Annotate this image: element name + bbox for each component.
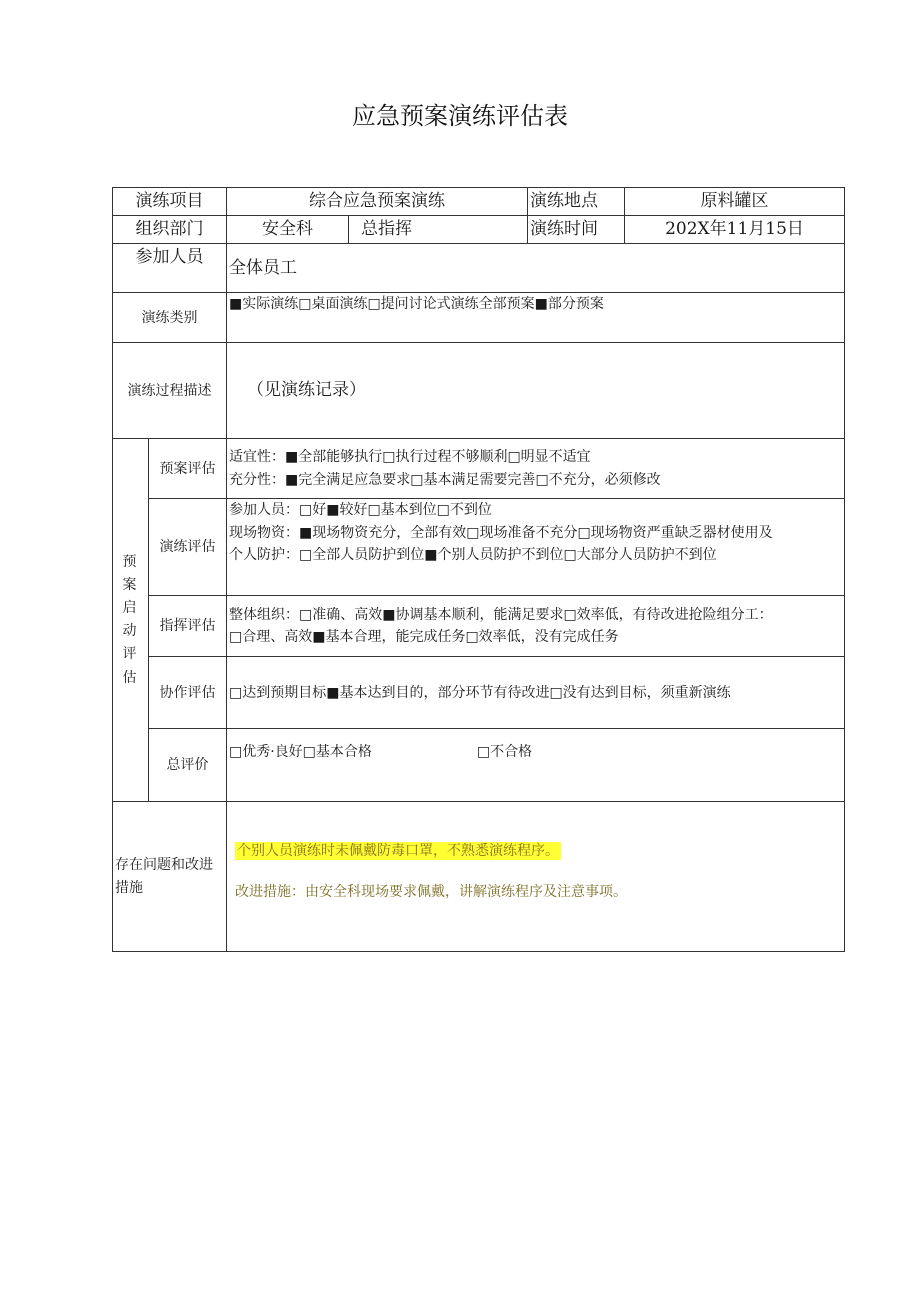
- time-value: 202X年11月15日: [625, 216, 845, 244]
- overall-label: 总评价: [149, 729, 227, 802]
- commander-label: 总指挥: [349, 216, 528, 244]
- project-value: 综合应急预案演练: [227, 188, 528, 216]
- location-label: 演练地点: [528, 188, 625, 216]
- plan-line-suitability: 适宜性：■全部能够执行□执行过程不够顺利□明显不适宜: [229, 449, 591, 466]
- command-label: 指挥评估: [149, 596, 227, 657]
- page-title: 应急预案演练评估表: [352, 102, 568, 130]
- group-label: 预案启动评估: [113, 439, 149, 802]
- drill-label: 演练评估: [149, 499, 227, 596]
- overall-value-a: □优秀·良好□基本合格: [229, 744, 372, 761]
- participants-label: 参加人员: [113, 244, 227, 293]
- command-content: [227, 596, 845, 657]
- evaluation-table: [112, 187, 845, 952]
- drill-line-materials: 现场物资：■现场物资充分，全部有效□现场准备不充分□现场物资严重缺乏器材使用及: [229, 524, 773, 541]
- participants-value: 全体员工: [227, 244, 845, 293]
- plan-content: [227, 439, 845, 499]
- type-label: 演练类别: [113, 293, 227, 343]
- time-label: 演练时间: [528, 216, 625, 244]
- drill-content: [227, 499, 845, 596]
- command-line-division: □合理、高效■基本合理，能完成任务□效率低，没有完成任务: [229, 629, 619, 646]
- location-value: 原料罐区: [625, 188, 845, 216]
- process-value: （见演练记录）: [227, 343, 845, 439]
- plan-label: 预案评估: [149, 439, 227, 499]
- type-value: ■实际演练□桌面演练□提问讨论式演练全部预案■部分预案: [227, 293, 845, 343]
- dept-value: 安全科: [227, 216, 349, 244]
- overall-value-b: □不合格: [476, 744, 533, 761]
- coop-value: □达到预期目标■基本达到目的，部分环节有待改进□没有达到目标，须重新演练: [227, 657, 845, 729]
- coop-label: 协作评估: [149, 657, 227, 729]
- dept-label: 组织部门: [113, 216, 227, 244]
- overall-content: [227, 729, 845, 802]
- drill-line-participants: 参加人员：□好■较好□基本到位□不到位: [229, 502, 492, 519]
- problem-text: 个别人员演练时未佩戴防毒口罩，不熟悉演练程序。: [237, 843, 559, 860]
- drill-line-protection: 个人防护：□全部人员防护到位■个别人员防护不到位□大部分人员防护不到位: [229, 547, 717, 564]
- command-line-organization: 整体组织：□准确、高效■协调基本顺利，能满足要求□效率低，有待改进抢险组分工：: [229, 606, 773, 623]
- plan-line-adequacy: 充分性：■完全满足应急要求□基本满足需要完善□不充分，必须修改: [229, 471, 661, 488]
- issues-label: 存在问题和改进措施: [113, 802, 227, 952]
- project-label: 演练项目: [113, 188, 227, 216]
- measure-text: 改进措施：由安全科现场要求佩戴，讲解演练程序及注意事项。: [235, 883, 627, 900]
- process-label: 演练过程描述: [113, 343, 227, 439]
- issues-content: [227, 802, 845, 952]
